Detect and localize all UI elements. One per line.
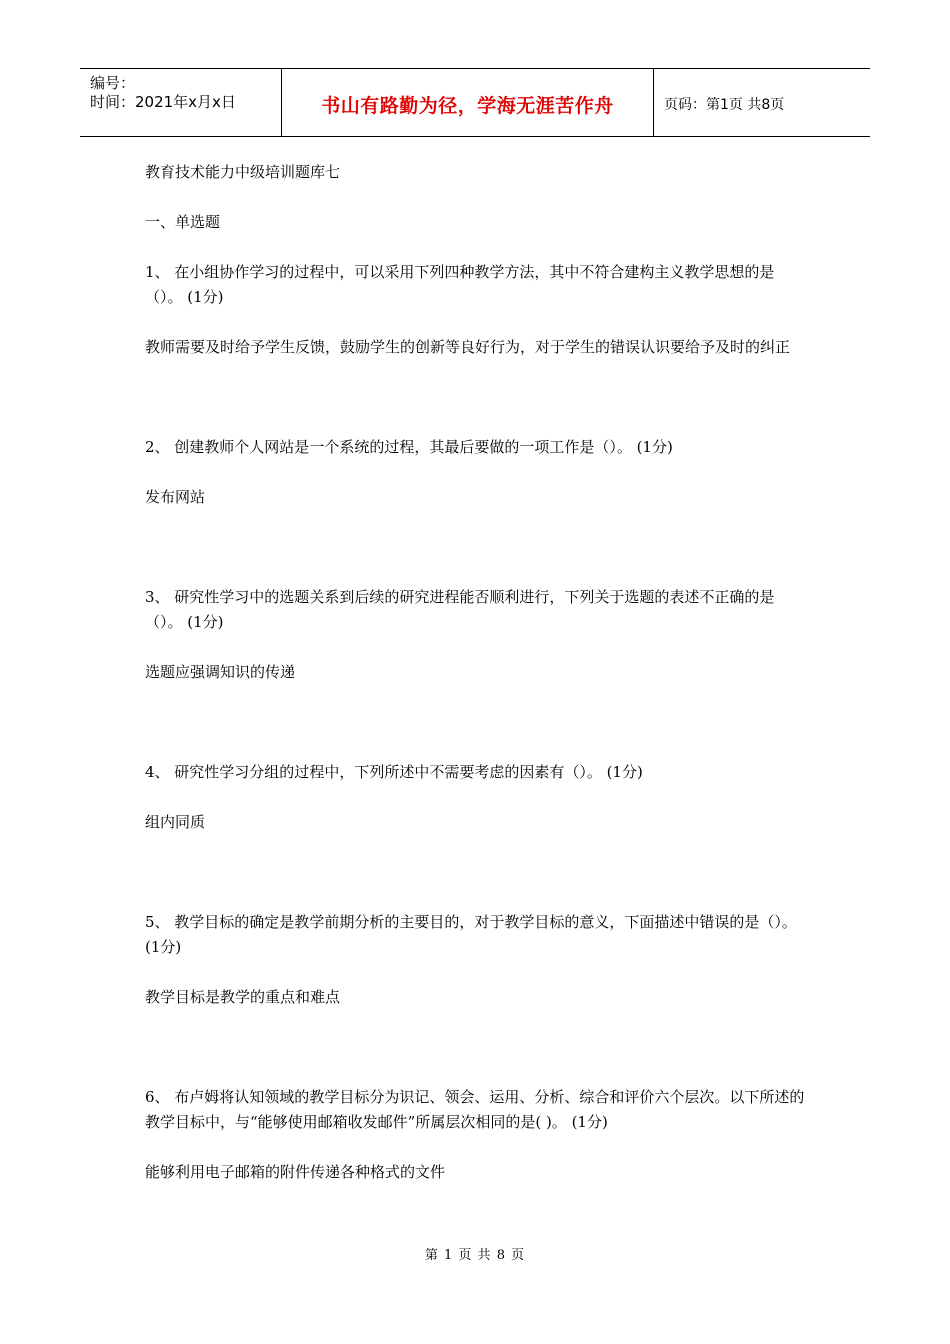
time-label: 时间：2021年x月x日 [90,93,236,111]
document-body [145,160,810,1185]
answer-text: 能够利用电子邮箱的附件传递各种格式的文件 [145,1163,446,1181]
question-text: 4、 研究性学习分组的过程中，下列所述中不需要考虑的因素有（）。 (1分) [145,763,643,781]
question-text: 1、 在小组协作学习的过程中，可以采用下列四种教学方法，其中不符合建构主义教学思想的是（）。 (1分) [145,263,775,306]
page-header [80,68,870,137]
question-block [145,1085,810,1185]
number-label: 编号： [90,74,136,92]
spacer [145,685,810,760]
answer-text: 选题应强调知识的传递 [145,663,296,681]
spacer [145,835,810,910]
page-info: 页码：第1页 共8页 [664,96,785,113]
document-title: 教育技术能力中级培训题库七 [145,163,341,181]
question-block [145,585,810,685]
motto: 书山有路勤为径，学海无涯苦作舟 [321,95,614,117]
answer-text: 教师需要及时给予学生反馈，鼓励学生的创新等良好行为，对于学生的错误认识要给予及时的纠正 [145,338,791,356]
answer-text: 发布网站 [145,488,206,506]
answer-text: 教学目标是教学的重点和难点 [145,988,341,1006]
question-block [145,435,810,510]
spacer [145,510,810,585]
question-text: 6、 布卢姆将认知领域的教学目标分为识记、领会、运用、分析、综合和评价六个层次。以下所述的教学目标中，与“能够使用邮箱收发邮件”所属层次相同的是( )。 (1分) [145,1088,805,1131]
header-center-cell [282,69,653,136]
question-text: 5、 教学目标的确定是教学前期分析的主要目的，对于教学目标的意义，下面描述中错误的是（）。 (1分) [145,913,797,956]
page-footer: 第 1 页 共 8 页 [424,1248,526,1263]
spacer [145,360,810,435]
question-block [145,260,810,360]
header-left-cell [80,69,281,136]
section-title: 一、单选题 [145,213,221,231]
spacer [145,1010,810,1085]
question-block [145,760,810,835]
answer-text: 组内同质 [145,813,206,831]
question-block [145,910,810,1010]
header-right-cell [654,69,870,136]
question-text: 2、 创建教师个人网站是一个系统的过程，其最后要做的一项工作是（）。 (1分) [145,438,673,456]
question-text: 3、 研究性学习中的选题关系到后续的研究进程能否顺利进行，下列关于选题的表述不正确的是（）。 (1分) [145,588,775,631]
